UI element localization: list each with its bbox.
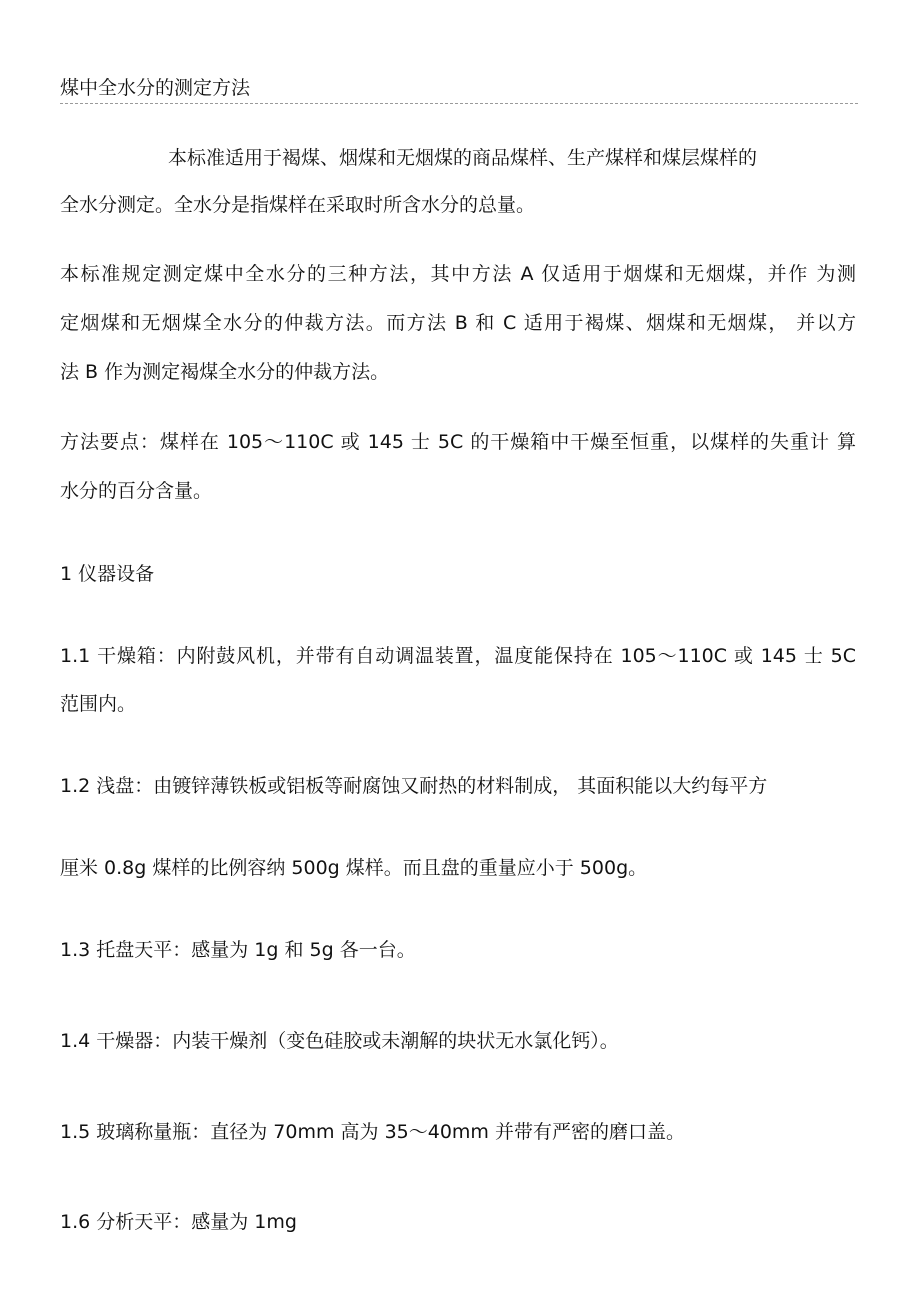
item-1-5: 1.5 玻璃称量瓶：直径为 70mm 高为 35～40mm 并带有严密的磨口盖。 bbox=[60, 1121, 685, 1143]
methods-paragraph-line-1: 本标准规定测定煤中全水分的三种方法，其中方法 A 仅适用于烟煤和无烟煤，并作 为测 bbox=[60, 263, 856, 285]
document-title: 煤中全水分的测定方法 bbox=[60, 77, 251, 99]
scope-paragraph-line-2: 全水分测定。全水分是指煤样在采取时所含水分的总量。 bbox=[60, 194, 536, 216]
item-1-1-line-2: 范围内。 bbox=[60, 693, 137, 715]
methods-paragraph-line-2: 定烟煤和无烟煤全水分的仲裁方法。而方法 B 和 C 适用于褐煤、烟煤和无烟煤， 并以方 bbox=[60, 312, 856, 334]
item-1-6: 1.6 分析天平：感量为 1mg bbox=[60, 1211, 297, 1233]
methods-paragraph-line-3: 法 B 作为测定褐煤全水分的仲裁方法。 bbox=[60, 361, 390, 383]
page-header bbox=[60, 76, 858, 104]
principle-paragraph-line-1: 方法要点：煤样在 105～110C 或 145 士 5C 的干燥箱中干燥至恒重，以煤样的失重计 算 bbox=[60, 431, 856, 453]
section-heading-equipment: 1 仪器设备 bbox=[60, 563, 155, 585]
item-1-3: 1.3 托盘天平：感量为 1g 和 5g 各一台。 bbox=[60, 939, 416, 961]
item-1-1-line-1: 1.1 干燥箱：内附鼓风机，并带有自动调温装置，温度能保持在 105～110C 或 145 士 5C bbox=[60, 645, 856, 667]
scope-paragraph-line-1: 本标准适用于褐煤、烟煤和无烟煤的商品煤样、生产煤样和煤层煤样的 bbox=[168, 147, 758, 169]
item-1-4: 1.4 干燥器：内装干燥剂（变色硅胶或未潮解的块状无水氯化钙）。 bbox=[60, 1030, 619, 1052]
principle-paragraph-line-2: 水分的百分含量。 bbox=[60, 480, 213, 502]
item-1-2-line-2: 厘米 0.8g 煤样的比例容纳 500g 煤样。而且盘的重量应小于 500g。 bbox=[60, 857, 648, 879]
item-1-2-line-1: 1.2 浅盘：由镀锌薄铁板或铝板等耐腐蚀又耐热的材料制成， 其面积能以大约每平方 bbox=[60, 775, 768, 797]
